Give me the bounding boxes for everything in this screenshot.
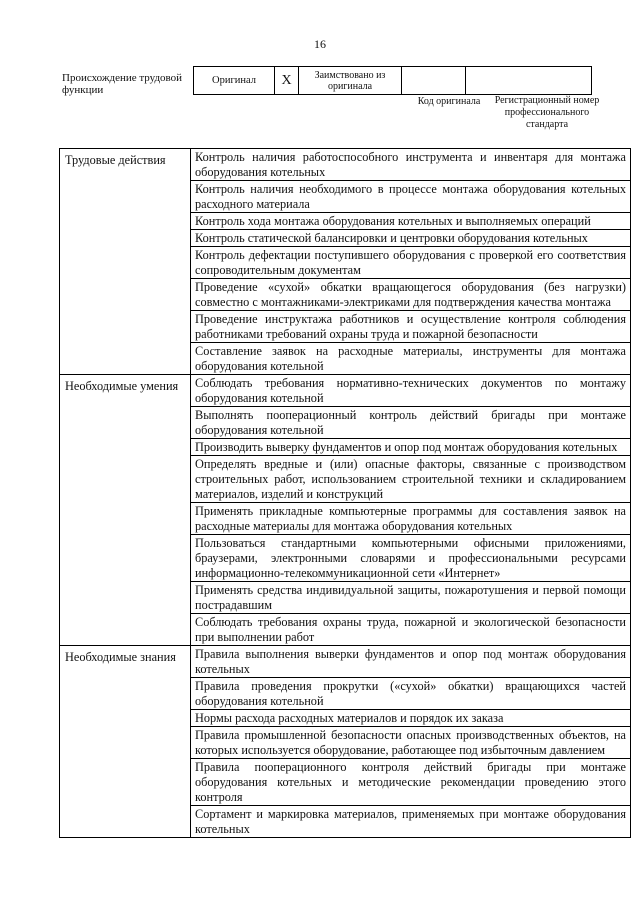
function-table: [59, 148, 631, 838]
list-item: Контроль хода монтажа оборудования котельных и выполняемых операций: [191, 213, 631, 230]
list-item: Правила выполнения выверки фундаментов и опор под монтаж оборудования котельных: [191, 646, 631, 678]
list-item: Применять прикладные компьютерные программы для составления заявок на расходные материалы для монтажа оборудования котельных: [191, 503, 631, 535]
original-mark: X: [275, 67, 299, 95]
list-item: Правила проведения прокрутки («сухой» обкатки) вращающихся частей оборудования котельной: [191, 678, 631, 710]
list-item: Сортамент и маркировка материалов, применяемых при монтаже оборудования котельных: [191, 806, 631, 838]
list-item: Определять вредные и (или) опасные факторы, связанные с производством строительных работ, использованием строительной техники и складированием материалов, изделий и конструкций: [191, 456, 631, 503]
list-item: Соблюдать требования нормативно-технических документов по монтажу оборудования котельной: [191, 375, 631, 407]
table-row: [60, 375, 631, 407]
list-item: Контроль наличия необходимого в процессе монтажа оборудования котельных расходного материала: [191, 181, 631, 213]
list-item: Выполнять пооперационный контроль действий бригады при монтаже оборудования котельной: [191, 407, 631, 439]
section-title-labor-actions: Трудовые действия: [60, 149, 191, 375]
page-number: 16: [314, 37, 326, 51]
list-item: Контроль статической балансировки и центровки оборудования котельных: [191, 230, 631, 247]
list-item: Нормы расхода расходных материалов и порядок их заказа: [191, 710, 631, 727]
original-cell: Оригинал: [194, 67, 275, 95]
list-item: Контроль дефектации поступившего оборудования с проверкой его соответствия сопроводительным документам: [191, 247, 631, 279]
section-title-required-skills: Необходимые умения: [60, 375, 191, 646]
list-item: Пользоваться стандартными компьютерными офисными приложениями, браузерами, электронными словарями и профессиональными ресурсами информационно-телекоммуникационной сети «Интернет»: [191, 535, 631, 582]
table-row: [60, 149, 631, 181]
reg-number-cell: [466, 67, 592, 95]
list-item: Проведение инструктажа работников и осуществление контроля соблюдения работниками требований охраны труда и пожарной безопасности: [191, 311, 631, 343]
list-item: Соблюдать требования охраны труда, пожарной и экологической безопасности при выполнении работ: [191, 614, 631, 646]
list-item: Применять средства индивидуальной защиты, пожаротушения и первой помощи пострадавшим: [191, 582, 631, 614]
origin-table: [193, 66, 592, 95]
origin-label: Происхождение трудовой функции: [62, 72, 183, 96]
reg-number-caption: Регистрационный номер профессионального стандарта: [494, 95, 600, 130]
list-item: Производить выверку фундаментов и опор под монтаж оборудования котельных: [191, 439, 631, 456]
origin-row: [194, 67, 592, 95]
list-item: Составление заявок на расходные материалы, инструменты для монтажа оборудования котельной: [191, 343, 631, 375]
code-cell: [402, 67, 466, 95]
table-row: [60, 646, 631, 678]
section-title-required-knowledge: Необходимые знания: [60, 646, 191, 838]
list-item: Правила пооперационного контроля действий бригады при монтаже оборудования котельных и методические рекомендации проведению этого контроля: [191, 759, 631, 806]
code-caption: Код оригинала: [417, 96, 481, 107]
list-item: Контроль наличия работоспособного инструмента и инвентаря для монтажа оборудования котельных: [191, 149, 631, 181]
function-table-body: [60, 149, 631, 838]
list-item: Проведение «сухой» обкатки вращающегося оборудования (без нагрузки) совместно с монтажниками-электриками для подтверждения качества монтажа: [191, 279, 631, 311]
list-item: Правила промышленной безопасности опасных производственных объектов, на которых используется оборудование, работающее под избыточным давлением: [191, 727, 631, 759]
borrowed-cell: Заимствовано из оригинала: [299, 67, 402, 95]
